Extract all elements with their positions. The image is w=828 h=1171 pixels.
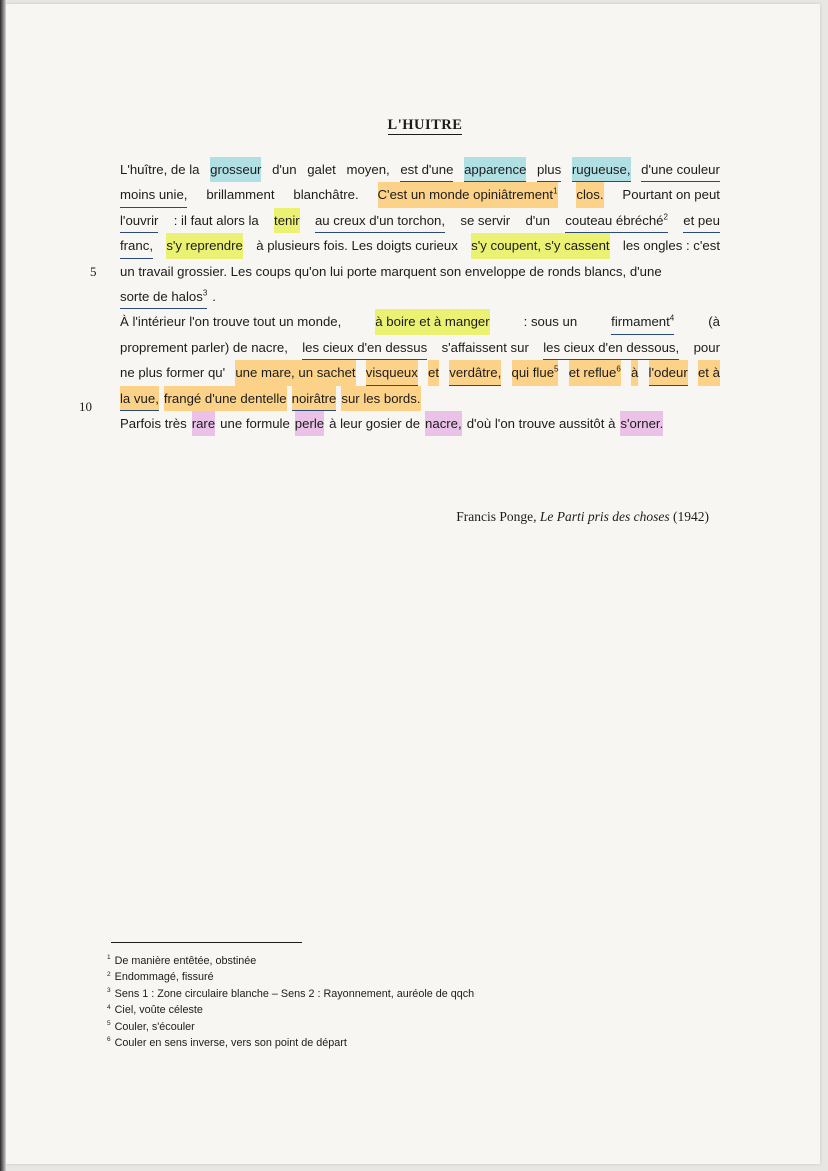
footnote-item bbox=[107, 1035, 474, 1051]
footnote-item bbox=[107, 953, 474, 969]
text-segment: galet bbox=[307, 162, 336, 177]
text-segment: Pourtant on peut bbox=[622, 187, 720, 203]
footnote-ref: 4 bbox=[669, 313, 675, 323]
footnote-text: Endommagé, fissuré bbox=[114, 971, 214, 984]
text-segment: moyen, bbox=[346, 162, 390, 177]
text-segment: à bbox=[631, 360, 638, 385]
text-segment: : il faut alors la bbox=[173, 212, 259, 228]
footnote-divider bbox=[111, 942, 302, 943]
text-segment: d'où l'on trouve aussitôt à bbox=[466, 415, 616, 431]
footnote-item bbox=[107, 969, 474, 985]
text-segment: et peu bbox=[683, 208, 720, 233]
footnote-number: 3 bbox=[107, 987, 111, 995]
text-segment: sorte de halos$^3$ bbox=[120, 284, 207, 309]
text-segment: les ongles : c'est bbox=[622, 238, 720, 254]
text-segment: s'orner. bbox=[620, 411, 663, 436]
poem-line bbox=[120, 284, 720, 309]
text-segment: pour bbox=[693, 339, 720, 355]
text-segment: Parfois très bbox=[120, 415, 187, 431]
text-segment: perle bbox=[295, 411, 324, 436]
poem-line bbox=[120, 233, 720, 258]
poem-line bbox=[120, 259, 720, 284]
footnote-ref: 5 bbox=[554, 364, 559, 374]
footnote-number: 4 bbox=[107, 1003, 111, 1011]
footnote-item bbox=[107, 1002, 474, 1018]
text-segment: une formule bbox=[220, 415, 290, 431]
poem-line bbox=[120, 411, 720, 436]
footnote-ref: 2 bbox=[663, 212, 668, 222]
text-segment: L'huître, de la bbox=[120, 162, 200, 177]
text-segment: rugueuse, bbox=[572, 157, 631, 182]
text-segment: grosseur bbox=[210, 157, 261, 182]
footnote-text: Couler, s'écouler bbox=[114, 1020, 195, 1033]
poem-line bbox=[120, 309, 720, 334]
text-segment: à boire et à manger bbox=[375, 309, 489, 334]
poem-line bbox=[120, 360, 720, 385]
line-number-10: 10 bbox=[79, 399, 92, 414]
text-segment: blanchâtre. bbox=[293, 187, 359, 203]
text-segment: sur les bords. bbox=[341, 386, 420, 411]
text-segment: un travail grossier. Les coups qu'on lui porte marquent son enveloppe de ronds blancs, d'une bbox=[120, 263, 662, 279]
text-segment: brillamment bbox=[206, 187, 275, 203]
text-segment: s'affaissent sur bbox=[441, 339, 529, 355]
text-segment: une mare, un sachet bbox=[235, 360, 355, 385]
poem-line bbox=[120, 386, 720, 411]
footnote-text: Sens 1 : Zone circulaire blanche – Sens 2 : Rayonnement, auréole de qqch bbox=[114, 987, 475, 1000]
text-segment: : sous un bbox=[523, 314, 578, 330]
credit-year: (1942) bbox=[673, 509, 709, 524]
text-segment: C'est un monde opiniâtrement$^1$ bbox=[378, 182, 558, 207]
text-segment: tenir bbox=[274, 208, 300, 233]
footnote-ref: 6 bbox=[616, 364, 621, 374]
footnote-text: Couler en sens inverse, vers son point de départ bbox=[114, 1036, 347, 1049]
text-segment: firmament$^4$ bbox=[611, 309, 674, 334]
footnotes bbox=[107, 953, 474, 1051]
footnote-number: 6 bbox=[107, 1036, 111, 1044]
text-segment: et reflue$^6$ bbox=[569, 360, 621, 385]
footnote-text: De manière entêtée, obstinée bbox=[114, 955, 257, 967]
footnote-ref: 1 bbox=[553, 187, 558, 196]
text-segment: au creux d'un torchon, bbox=[315, 208, 445, 233]
credit-line bbox=[456, 509, 709, 525]
poem-title: L'HUITRE bbox=[387, 117, 463, 133]
text-segment: s'y coupent, s'y cassent bbox=[471, 233, 609, 258]
text-segment: visqueux bbox=[366, 360, 418, 385]
text-segment: l'odeur bbox=[649, 360, 688, 385]
text-segment: est d'une bbox=[400, 157, 453, 182]
footnote-item bbox=[107, 1019, 474, 1035]
line-number-5: 5 bbox=[90, 264, 97, 279]
text-segment: apparence bbox=[464, 157, 526, 182]
text-segment: se servir bbox=[460, 212, 511, 228]
text-segment: verdâtre, bbox=[449, 360, 501, 385]
text-segment: (à bbox=[708, 314, 720, 330]
poem-line bbox=[120, 335, 720, 360]
text-segment: à plusieurs fois. Les doigts curieux bbox=[256, 238, 458, 254]
poem-line bbox=[120, 208, 720, 233]
poem-text bbox=[120, 157, 720, 436]
text-segment: moins unie, bbox=[120, 182, 187, 207]
credit-work: Le Parti pris des choses bbox=[539, 509, 670, 524]
footnote-number: 1 bbox=[107, 954, 111, 962]
text-segment: d'un bbox=[272, 162, 297, 177]
text-segment: frangé d'une dentelle bbox=[164, 386, 287, 411]
text-segment: clos. bbox=[576, 182, 603, 207]
page-edge-shadow bbox=[0, 0, 6, 1171]
text-segment: la vue, bbox=[120, 386, 159, 411]
text-segment: d'une couleur bbox=[641, 157, 720, 182]
poem-line bbox=[120, 182, 720, 207]
footnote-item bbox=[107, 986, 474, 1002]
text-segment: couteau ébréché$^2$ bbox=[565, 208, 668, 233]
footnote-text: Ciel, voûte céleste bbox=[114, 1004, 203, 1017]
credit-author: Francis Ponge, bbox=[456, 509, 537, 524]
text-segment: les cieux d'en dessous, bbox=[543, 335, 679, 360]
text-segment: et à bbox=[698, 360, 720, 385]
text-segment: proprement parler) de nacre, bbox=[120, 339, 288, 355]
text-segment: rare bbox=[192, 411, 215, 436]
text-segment: ne plus former qu' bbox=[120, 365, 226, 381]
text-segment: d'un bbox=[525, 212, 550, 228]
poem-line bbox=[120, 157, 720, 182]
text-segment: qui flue$^5$ bbox=[512, 360, 559, 385]
footnote-number: 5 bbox=[107, 1019, 111, 1027]
text-segment: l'ouvrir bbox=[120, 208, 158, 233]
text-segment: à leur gosier de bbox=[329, 415, 421, 431]
text-segment: . bbox=[212, 288, 216, 304]
text-segment: noirâtre bbox=[292, 386, 337, 411]
text-segment: plus bbox=[537, 157, 561, 182]
text-segment: s'y reprendre bbox=[166, 233, 243, 258]
footnote-ref: 3 bbox=[202, 288, 208, 298]
text-segment: À l'intérieur l'on trouve tout un monde, bbox=[120, 314, 342, 330]
text-segment: les cieux d'en dessus bbox=[302, 335, 427, 360]
text-segment: et bbox=[428, 360, 439, 385]
footnote-number: 2 bbox=[107, 970, 111, 978]
text-segment: franc, bbox=[120, 233, 153, 258]
text-segment: nacre, bbox=[425, 411, 462, 436]
